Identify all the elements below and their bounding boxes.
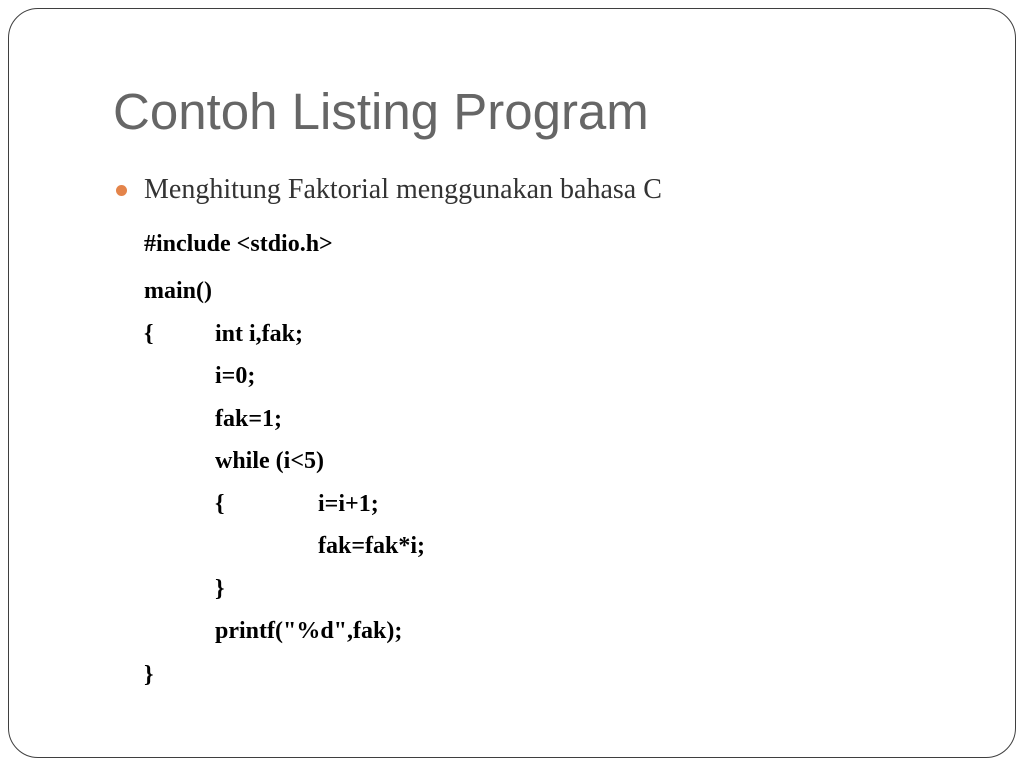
code-line-inc-i: i=i+1;: [318, 491, 379, 517]
code-line-printf: printf("%d",fak);: [215, 618, 403, 644]
code-line-while: while (i<5): [215, 448, 324, 474]
code-line-close-brace: }: [144, 662, 154, 688]
code-line-while-close-brace: }: [215, 576, 225, 602]
bullet-item: [116, 172, 662, 208]
code-line-mul-fak: fak=fak*i;: [318, 533, 426, 559]
slide-title: Contoh Listing Program: [113, 83, 649, 140]
code-line-main: main(): [144, 278, 212, 304]
code-line-init-fak: fak=1;: [215, 406, 283, 432]
bullet-text: Menghitung Faktorial menggunakan bahasa C: [144, 174, 662, 205]
code-line-include: #include <stdio.h>: [144, 231, 333, 257]
bullet-dot-icon: [116, 185, 127, 196]
code-line-while-open-brace: {: [215, 491, 225, 517]
code-line-init-i: i=0;: [215, 363, 256, 389]
code-line-open-brace: {: [144, 321, 154, 347]
code-line-decl: int i,fak;: [215, 321, 304, 347]
